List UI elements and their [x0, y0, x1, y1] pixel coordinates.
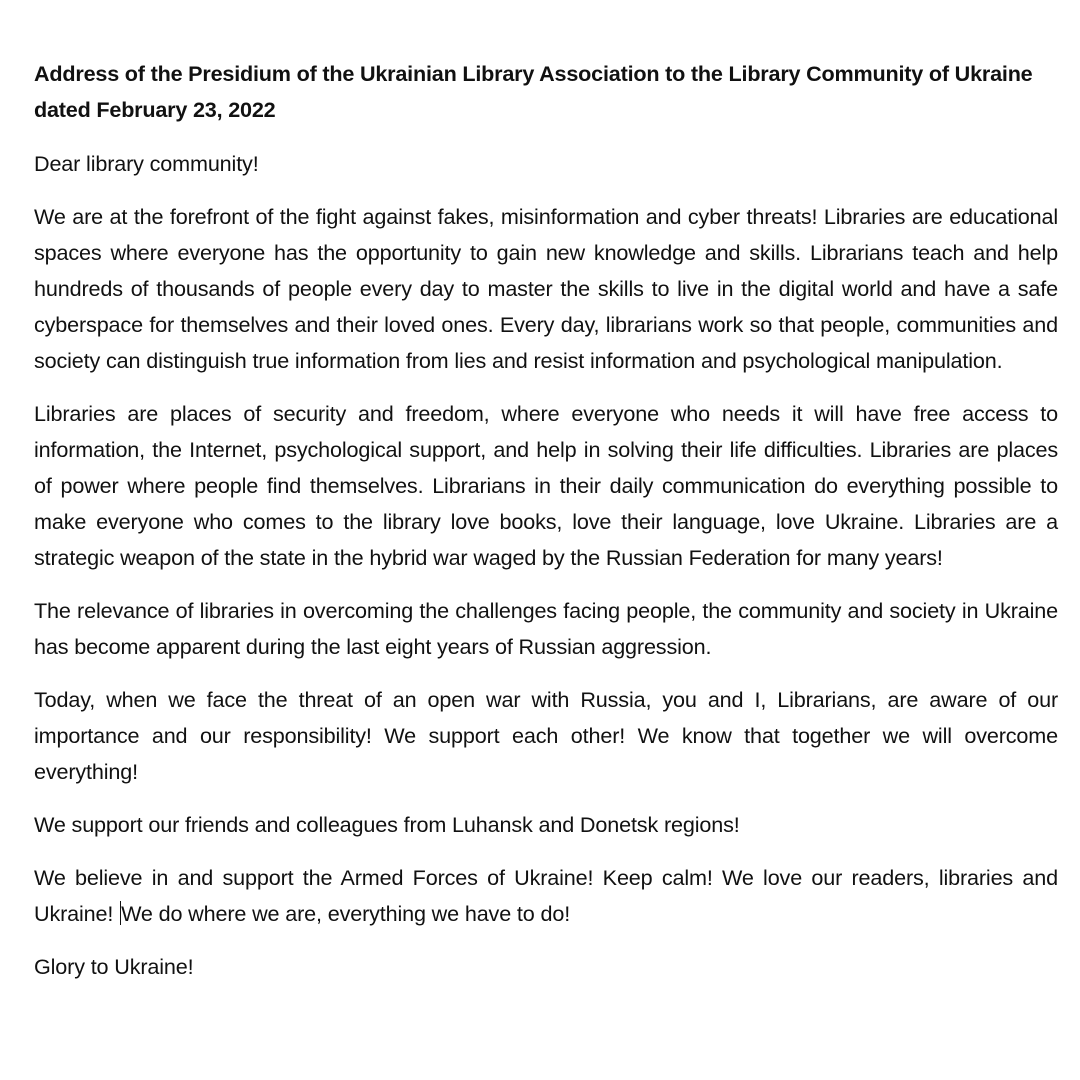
paragraph-armed-forces: [34, 860, 1058, 932]
paragraph-armed-forces-part-1: We believe in and support the Armed Forces of Ukraine! Keep calm! We love our readers, libraries and Ukraine!: [34, 865, 1058, 926]
paragraph-support-regions: We support our friends and colleagues from Luhansk and Donetsk regions!: [34, 812, 740, 837]
paragraph-relevance: The relevance of libraries in overcoming the challenges facing people, the community and society in Ukraine has become apparent during the last eight years of Russian aggression.: [34, 598, 1058, 659]
paragraph-forefront: We are at the forefront of the fight against fakes, misinformation and cyber threats! Libraries are educational spaces where everyone has the opportunity to gain new knowledge and skills. Librarians teach and help hundreds of thousands of people every day to master the skills to live in the digital world and have a safe cyberspace for themselves and their loved ones. Every day, librarians work so that people, communities and society can distinguish true information from lies and resist information and psychological manipulation.: [34, 204, 1058, 373]
document-title: Address of the Presidium of the Ukrainian Library Association to the Library Community of Ukraine dated February 23, 2022: [34, 61, 1033, 122]
document-body[interactable]: [34, 56, 1058, 1002]
paragraph-open-war: Today, when we face the threat of an open war with Russia, you and I, Librarians, are aware of our importance and our responsibility! We support each other! We know that together we will overcome everything!: [34, 687, 1058, 784]
paragraph-security-freedom: Libraries are places of security and freedom, where everyone who needs it will have free access to information, the Internet, psychological support, and help in solving their life difficulties. Libraries are places of power where people find themselves. Librarians in their daily communication do everything possible to make everyone who comes to the library love books, love their language, love Ukraine. Libraries are a strategic weapon of the state in the hybrid war waged by the Russian Federation for many years!: [34, 401, 1058, 570]
closing: Glory to Ukraine!: [34, 954, 194, 979]
greeting: Dear library community!: [34, 151, 259, 176]
paragraph-armed-forces-part-2: We do where we are, everything we have to do!: [121, 901, 571, 926]
